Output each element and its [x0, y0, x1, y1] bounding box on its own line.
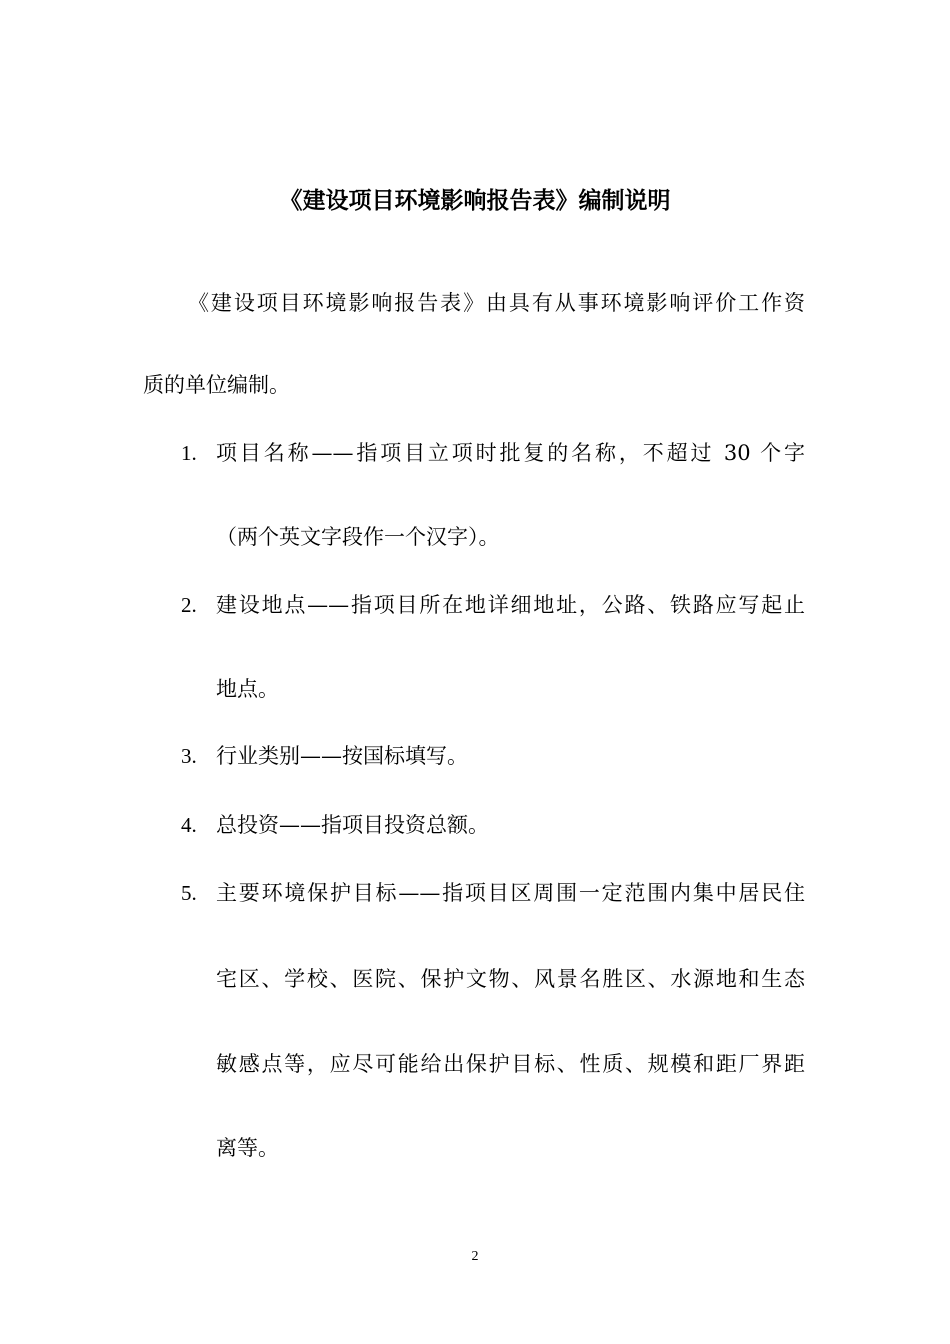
list-item-number: 3. — [181, 744, 197, 768]
list-item-text: 总投资——指项目投资总额。 — [216, 813, 489, 837]
list-item-text: 离等。 — [216, 1136, 279, 1160]
page-title: 《建设项目环境影响报告表》编制说明 — [279, 188, 671, 214]
intro-line-2: 质的单位编制。 — [143, 373, 290, 397]
page-number: 2 — [471, 1249, 479, 1264]
list-item-text: 行业类别——按国标填写。 — [216, 744, 468, 768]
list-item-text: （两个英文字段作一个汉字）。 — [216, 525, 500, 549]
list-item-number: 5. — [181, 881, 197, 905]
list-item-text: 建设地点——指项目所在地详细地址，公路、铁路应写起止 — [216, 593, 805, 617]
list-item-text: 宅区、学校、医院、保护文物、风景名胜区、水源地和生态 — [216, 967, 805, 991]
list-item-text: 敏感点等，应尽可能给出保护目标、性质、规模和距厂界距 — [216, 1052, 805, 1076]
list-item-number: 1. — [181, 441, 197, 465]
list-item-text: 地点。 — [216, 677, 279, 701]
list-item-text: 项目名称——指项目立项时批复的名称，不超过 30 个字 — [216, 441, 805, 465]
intro-line-1: 《建设项目环境影响报告表》由具有从事环境影响评价工作资 — [188, 291, 805, 315]
list-item-number: 2. — [181, 593, 197, 617]
list-item-text: 主要环境保护目标——指项目区周围一定范围内集中居民住 — [216, 881, 805, 905]
list-item-number: 4. — [181, 813, 197, 837]
